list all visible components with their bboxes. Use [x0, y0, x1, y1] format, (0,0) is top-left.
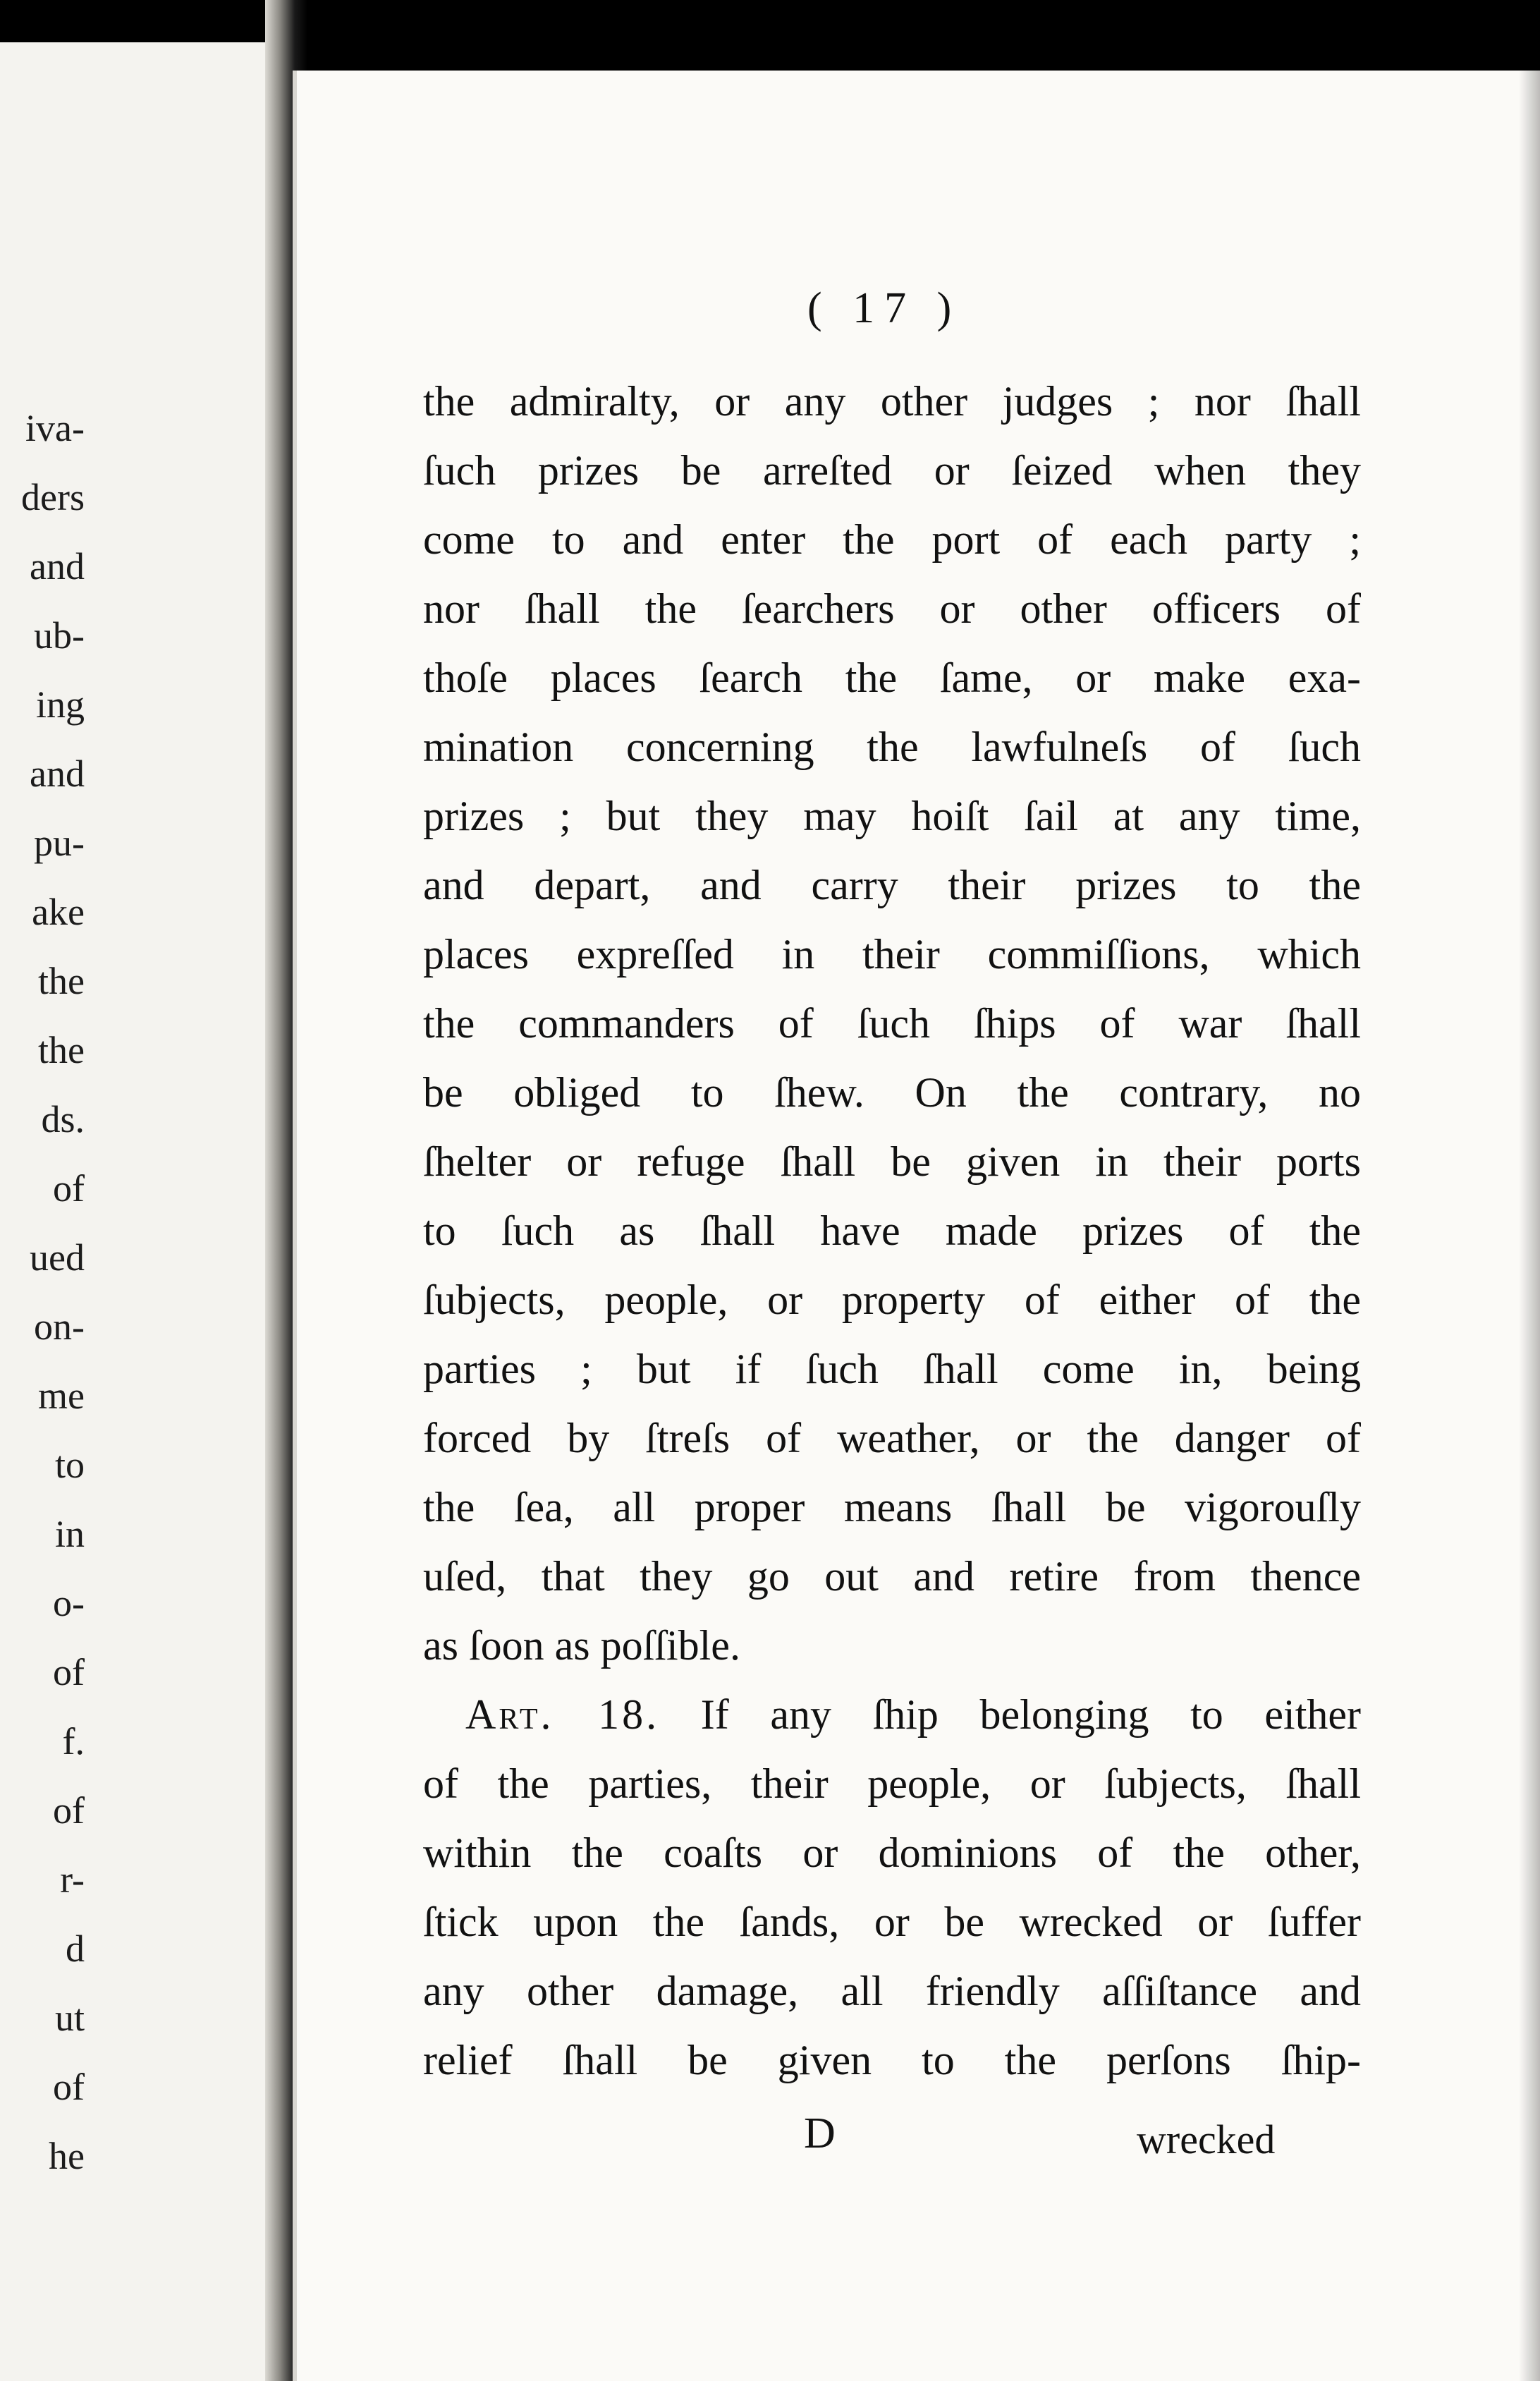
left-facing-page	[0, 42, 282, 2381]
text-line: ſhelter or refuge ſhall be given in their ports	[423, 1138, 1361, 1185]
left-fragment: ut	[54, 1997, 85, 2039]
text-line: to ſuch as ſhall have made prizes of the	[423, 1207, 1361, 1254]
article-line: ſtick upon the ſands, or be wrecked or ſuffer	[423, 1899, 1361, 1945]
article-line: within the coaſts or dominions of the other,	[423, 1829, 1361, 1876]
text-line: as ſoon as poſſible.	[423, 1622, 740, 1669]
article-line: relief ſhall be given to the perſons ſhip-	[423, 2037, 1361, 2083]
left-fragment: and	[30, 753, 85, 795]
left-fragment: ake	[32, 891, 85, 933]
left-fragment: ued	[30, 1236, 85, 1279]
text-line: uſed, that they go out and retire from thence	[423, 1553, 1361, 1600]
text-line: nor ſhall the ſearchers or other officers of	[423, 585, 1361, 632]
left-fragment: of	[53, 1651, 85, 1693]
left-fragment: d	[66, 1928, 85, 1970]
left-fragment: he	[49, 2135, 85, 2177]
page-edge-shadow	[1519, 71, 1540, 2381]
left-fragment: f.	[62, 1720, 85, 1762]
left-fragment: of	[53, 1789, 85, 1832]
text-line: prizes ; but they may hoiſt ſail at any time,	[423, 793, 1361, 839]
text-line: ſubjects, people, or property of either of the	[423, 1277, 1361, 1323]
left-fragment: the	[38, 960, 85, 1002]
text-line: the admiralty, or any other judges ; nor ſhall	[423, 378, 1361, 425]
page-number: ( 17 )	[807, 284, 962, 332]
text-line: ſuch prizes be arreſted or ſeized when they	[423, 447, 1361, 494]
text-line: the commanders of ſuch ſhips of war ſhall	[423, 1000, 1361, 1047]
text-line: places expreſſed in their commiſſions, which	[423, 931, 1361, 978]
article-line: any other damage, all friendly aſſiſtance and	[423, 1968, 1361, 2014]
left-fragment: o-	[53, 1582, 85, 1624]
text-line: parties ; but if ſuch ſhall come in, being	[423, 1346, 1361, 1392]
catchword: wrecked	[1137, 2117, 1276, 2162]
text-line: thoſe places ſearch the ſame, or make exa-	[423, 654, 1361, 701]
article-line: of the parties, their people, or ſubjects, ſhall	[423, 1760, 1361, 1807]
left-fragment: ders	[21, 476, 85, 518]
left-fragment: iva-	[25, 407, 85, 449]
left-fragment: of	[53, 1167, 85, 1210]
left-fragment: and	[30, 545, 85, 587]
left-fragment: r-	[60, 1858, 85, 1901]
left-fragment: of	[53, 2066, 85, 2108]
text-line: come to and enter the port of each party ;	[423, 516, 1361, 563]
left-fragment: me	[38, 1375, 85, 1417]
article-line: If any ſhip belonging to either	[700, 1691, 1362, 1738]
article-heading-line	[423, 1680, 1361, 1749]
left-fragment: on-	[34, 1305, 85, 1348]
left-fragment: the	[38, 1029, 85, 1071]
page-body-text	[423, 367, 1361, 2095]
left-fragment: ing	[35, 683, 85, 726]
left-fragment: to	[54, 1444, 85, 1486]
article-label: Art. 18.	[465, 1691, 660, 1738]
signature-mark: D	[804, 2109, 836, 2157]
left-fragment: in	[54, 1513, 85, 1555]
text-line: the ſea, all proper means ſhall be vigorouſly	[423, 1484, 1361, 1530]
left-page-text-fragments	[0, 42, 282, 2381]
left-fragment: pu-	[34, 822, 85, 864]
left-fragment: ds.	[41, 1098, 85, 1140]
left-fragment: ub-	[34, 614, 85, 657]
text-line: forced by ſtreſs of weather, or the danger of	[423, 1415, 1361, 1461]
text-line: mination concerning the lawfulneſs of ſuch	[423, 724, 1361, 770]
text-line: and depart, and carry their prizes to the	[423, 862, 1361, 908]
text-line: be obliged to ſhew. On the contrary, no	[423, 1069, 1361, 1116]
